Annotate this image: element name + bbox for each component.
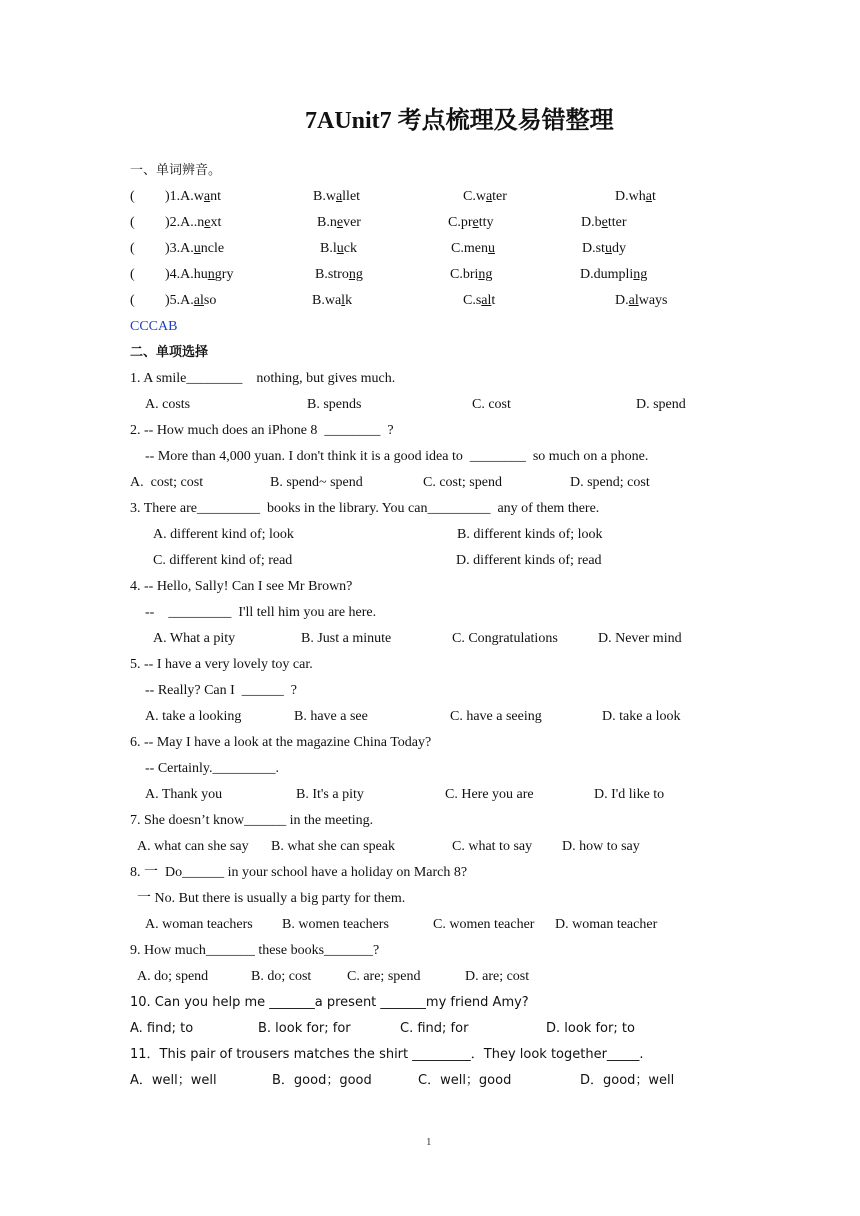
phonetics-row-4-paren: [130, 266, 135, 284]
option-prefix: A.: [180, 241, 194, 256]
underlined-letters: u: [193, 241, 201, 256]
phonetics-row-5-option-a: [165, 292, 216, 310]
underlined-letters: al: [193, 293, 204, 308]
underlined-letters: ng: [633, 267, 648, 282]
question-8-option-c: C. women teacher: [433, 917, 535, 932]
option-prefix: B.w: [313, 189, 336, 204]
item-number: )1.: [165, 189, 181, 204]
question-6-option-a: A. Thank you: [145, 787, 223, 802]
underlined-letters: al: [628, 293, 639, 308]
question-2-option-c: C. cost; spend: [423, 475, 502, 490]
phonetics-row-1-paren: [130, 188, 135, 206]
underlined-letters: a: [645, 189, 652, 204]
page-number: 1: [426, 1136, 432, 1148]
phonetics-row-2-option-b: [317, 214, 361, 232]
option-suffix: tty: [478, 215, 494, 230]
underlined-letters: a: [485, 189, 493, 204]
question-6-option-c: C. Here you are: [445, 787, 534, 802]
underlined-letters: e: [472, 215, 479, 230]
option-suffix: k: [345, 293, 353, 308]
item-number: )5.: [165, 293, 181, 308]
option-suffix: ver: [343, 215, 361, 230]
question-2-stem: 2. -- How much does an iPhone 8 ________ ?: [130, 423, 394, 438]
underlined-letters: e: [601, 215, 608, 230]
phonetics-row-5-option-d: [615, 292, 668, 310]
option-suffix: ncle: [200, 241, 225, 256]
phonetics-row-3-option-d: [582, 240, 626, 258]
option-prefix: C.w: [463, 189, 486, 204]
underlined-letters: n: [207, 267, 215, 282]
question-6-stem-2: -- Certainly._________.: [145, 761, 280, 776]
option-prefix: C.pr: [448, 215, 473, 230]
underlined-letters: u: [336, 241, 344, 256]
phonetics-row-1-option-a: [165, 188, 221, 206]
option-prefix: A.w: [180, 189, 204, 204]
answer-paren: (: [130, 267, 135, 282]
phonetics-row-2-option-a: [165, 214, 221, 232]
phonetics-row-5-option-b: [312, 292, 352, 310]
section-heading-phonetics: 一、单词辨音。: [130, 163, 222, 178]
option-prefix: A.: [180, 293, 194, 308]
underlined-letters: e: [204, 215, 211, 230]
question-5-option-d: D. take a look: [602, 709, 681, 724]
question-11-stem: 11．This pair of trousers matches the shirt _________．They look together_____.: [130, 1047, 644, 1062]
option-prefix: A..n: [180, 215, 205, 230]
underlined-letters: al: [481, 293, 492, 308]
question-10-option-d: D. look for; to: [546, 1021, 635, 1036]
question-4-option-b: B. Just a minute: [301, 631, 392, 646]
item-number: )2.: [165, 215, 181, 230]
option-prefix: D.: [615, 293, 629, 308]
question-2-option-b: B. spend~ spend: [270, 475, 363, 490]
phonetics-row-4-option-d: [580, 266, 647, 284]
question-4-stem: 4. -- Hello, Sally! Can I see Mr Brown?: [130, 579, 353, 594]
option-prefix: D.wh: [615, 189, 646, 204]
question-7-option-c: C. what to say: [452, 839, 533, 854]
underlined-letters: a: [335, 189, 343, 204]
question-1-option-d: D. spend: [636, 397, 686, 412]
underlined-letters: e: [336, 215, 344, 230]
question-10-option-b: B. look for; for: [258, 1021, 351, 1036]
question-1-option-a: A. costs: [145, 397, 191, 412]
option-suffix: ck: [343, 241, 357, 256]
underlined-letters: u: [604, 241, 612, 256]
option-prefix: D.st: [582, 241, 605, 256]
question-11-option-d: D．good；well: [580, 1073, 675, 1088]
phonetics-row-3-option-c: [451, 240, 495, 258]
question-10-stem: 10. Can you help me _______a present _______my friend Amy?: [130, 995, 529, 1010]
question-7-option-d: D. how to say: [562, 839, 640, 854]
phonetics-row-2-option-c: [448, 214, 494, 232]
question-8-stem-2: 一 No. But there is usually a big party for them.: [137, 891, 406, 906]
option-suffix: xt: [210, 215, 222, 230]
option-prefix: B.stro: [315, 267, 349, 282]
question-5-option-c: C. have a seeing: [450, 709, 542, 724]
question-8-stem: 8. 一 Do______ in your school have a holiday on March 8?: [130, 865, 468, 880]
question-9-option-a: A. do; spend: [137, 969, 209, 984]
option-suffix: nt: [210, 189, 222, 204]
question-3-option-a: A. different kind of; look: [153, 527, 294, 542]
option-prefix: D.b: [581, 215, 602, 230]
option-prefix: A.hu: [180, 267, 208, 282]
phonetics-row-1-option-c: [463, 188, 507, 206]
question-8-option-b: B. women teachers: [282, 917, 389, 932]
option-prefix: C.s: [463, 293, 482, 308]
phonetics-row-4-option-b: [315, 266, 363, 284]
question-4-option-c: C. Congratulations: [452, 631, 558, 646]
option-suffix: gry: [214, 267, 234, 282]
underlined-letters: ng: [478, 267, 493, 282]
question-3-option-c: C. different kind of; read: [153, 553, 293, 568]
option-suffix: llet: [342, 189, 361, 204]
question-3-stem: 3. There are_________ books in the library. You can_________ any of them there.: [130, 501, 600, 516]
question-1-option-c: C. cost: [472, 397, 511, 412]
option-prefix: B.wa: [312, 293, 342, 308]
question-11-option-b: B．good；good: [272, 1073, 372, 1088]
question-11-option-a: A．well；well: [130, 1073, 217, 1088]
question-5-option-a: A. take a looking: [145, 709, 242, 724]
phonetics-row-2-option-d: [581, 214, 627, 232]
question-5-option-b: B. have a see: [294, 709, 368, 724]
question-9-option-d: D. are; cost: [465, 969, 530, 984]
phonetics-row-5-option-c: [463, 292, 495, 310]
question-6-option-b: B. It's a pity: [296, 787, 364, 802]
option-prefix: B.l: [320, 241, 337, 256]
underlined-letters: u: [487, 241, 495, 256]
option-suffix: tter: [607, 215, 627, 230]
option-suffix: ways: [638, 293, 668, 308]
phonetics-row-2-paren: [130, 214, 135, 232]
question-6-stem: 6. -- May I have a look at the magazine China Today?: [130, 735, 432, 750]
option-suffix: t: [491, 293, 496, 308]
underlined-letters: ng: [348, 267, 363, 282]
phonetics-row-1-option-d: [615, 188, 656, 206]
answer-paren: (: [130, 215, 135, 230]
section-heading-choice: 二、单项选择: [130, 345, 209, 360]
phonetics-row-4-option-a: [165, 266, 233, 284]
question-1-stem: 1. A smile________ nothing, but gives much.: [130, 371, 396, 386]
question-3-option-b: B. different kinds of; look: [457, 527, 603, 542]
phonetics-row-1-option-b: [313, 188, 360, 206]
item-number: )3.: [165, 241, 181, 256]
answer-paren: (: [130, 241, 135, 256]
question-4-option-a: A. What a pity: [153, 631, 236, 646]
question-9-stem: 9. How much_______ these books_______?: [130, 943, 380, 958]
option-prefix: B.n: [317, 215, 337, 230]
question-10-option-a: A. find; to: [130, 1021, 194, 1036]
phonetics-row-3-option-b: [320, 240, 357, 258]
question-2-option-d: D. spend; cost: [570, 475, 650, 490]
option-prefix: D.dumpli: [580, 267, 634, 282]
phonetics-row-5-paren: [130, 292, 135, 310]
question-10-option-c: C. find; for: [400, 1021, 469, 1036]
option-suffix: so: [203, 293, 217, 308]
question-9-option-b: B. do; cost: [251, 969, 312, 984]
question-7-option-a: A. what can she say: [137, 839, 249, 854]
question-5-stem: 5. -- I have a very lovely toy car.: [130, 657, 313, 672]
option-prefix: C.bri: [450, 267, 479, 282]
question-11-option-c: C．well；good: [418, 1073, 512, 1088]
answer-key: CCCAB: [130, 319, 178, 334]
question-8-option-d: D. woman teacher: [555, 917, 658, 932]
option-suffix: t: [651, 189, 656, 204]
question-9-option-c: C. are; spend: [347, 969, 421, 984]
option-suffix: ter: [492, 189, 507, 204]
option-suffix: dy: [611, 241, 626, 256]
phonetics-row-4-option-c: [450, 266, 492, 284]
phonetics-row-3-paren: [130, 240, 135, 258]
question-7-stem: 7. She doesn’t know______ in the meeting.: [130, 813, 374, 828]
question-1-option-b: B. spends: [307, 397, 362, 412]
item-number: )4.: [165, 267, 181, 282]
question-3-option-d: D. different kinds of; read: [456, 553, 602, 568]
question-2-stem-2: -- More than 4,000 yuan. I don't think it is a good idea to ________ so much on a phone.: [145, 449, 649, 464]
question-4-option-d: D. Never mind: [598, 631, 682, 646]
phonetics-row-3-option-a: [165, 240, 224, 258]
question-6-option-d: D. I'd like to: [594, 787, 665, 802]
underlined-letters: a: [203, 189, 211, 204]
question-4-stem-2: -- _________ I'll tell him you are here.: [145, 605, 377, 620]
answer-paren: (: [130, 189, 135, 204]
page-title: 7AUnit7 考点梳理及易错整理: [305, 108, 614, 134]
underlined-letters: l: [341, 293, 346, 308]
question-5-stem-2: -- Really? Can I ______ ?: [145, 683, 298, 698]
question-2-option-a: A. cost; cost: [130, 475, 204, 490]
question-8-option-a: A. woman teachers: [145, 917, 253, 932]
option-prefix: C.men: [451, 241, 488, 256]
question-7-option-b: B. what she can speak: [271, 839, 396, 854]
answer-paren: (: [130, 293, 135, 308]
